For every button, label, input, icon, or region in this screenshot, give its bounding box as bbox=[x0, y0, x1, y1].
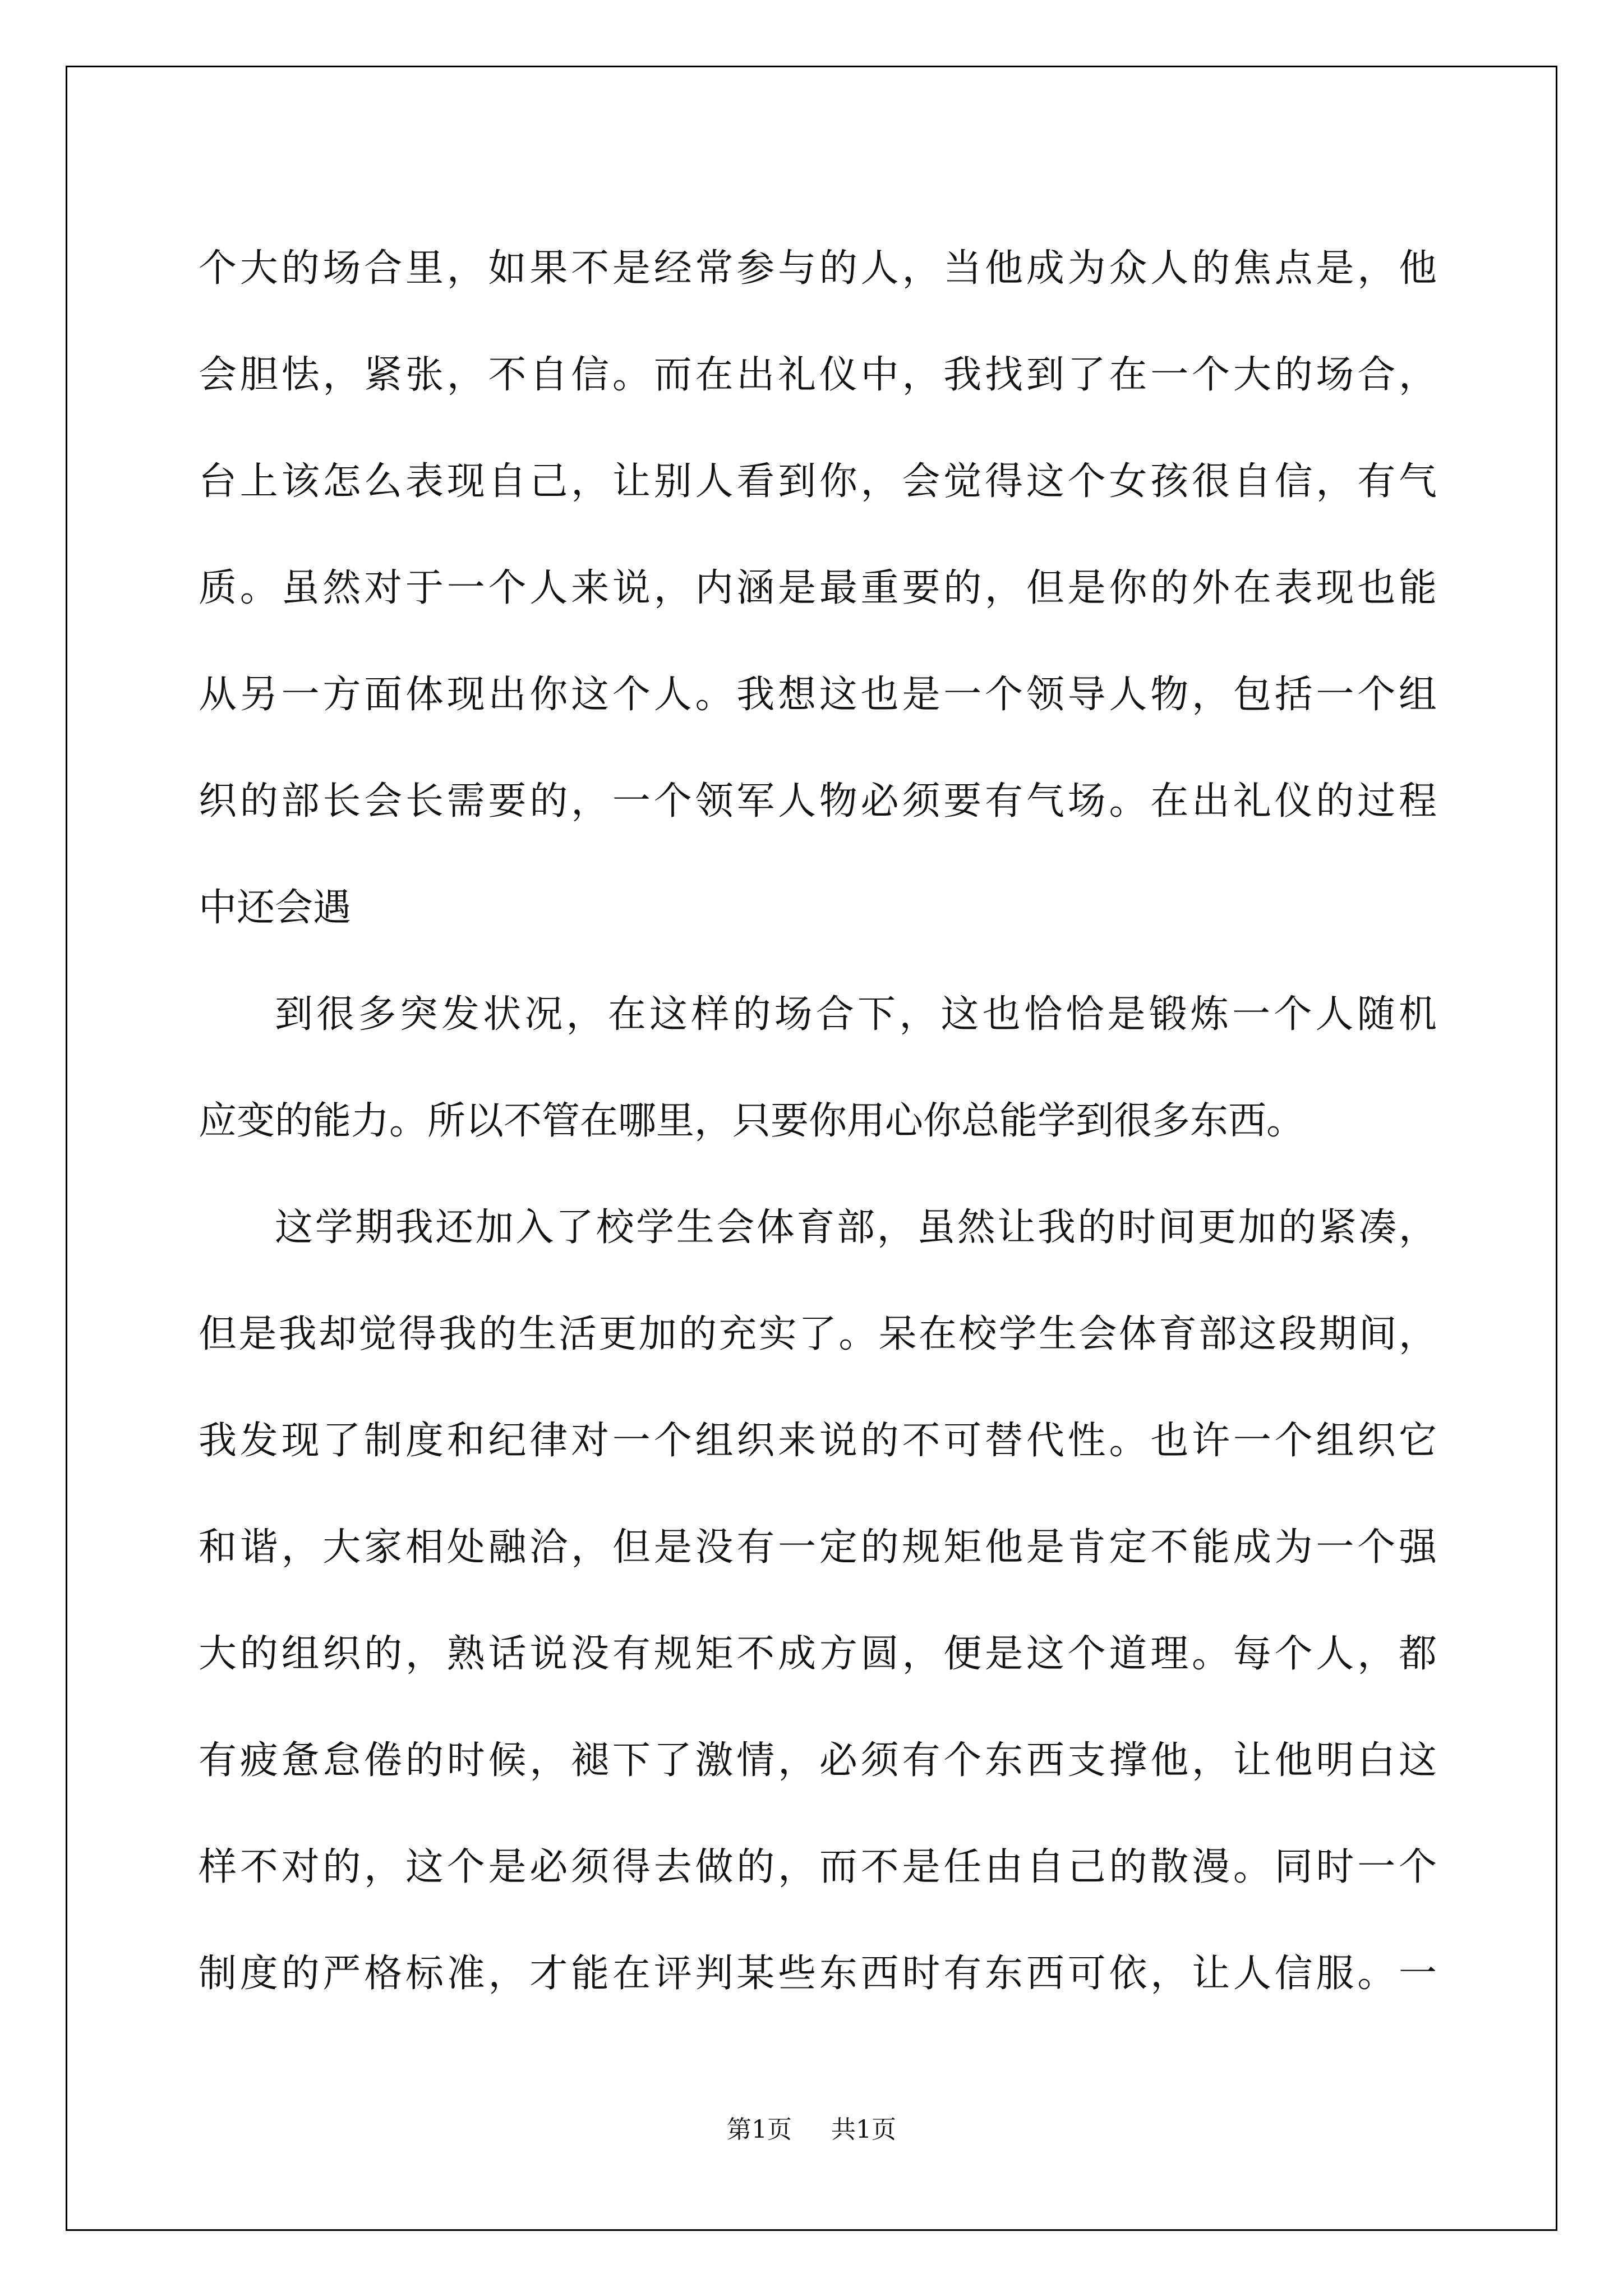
text-line-3: 台上该怎么表现自己，让别人看到你，会觉得这个女孩很自信，有气 bbox=[199, 459, 1437, 504]
document-body bbox=[199, 215, 1437, 2027]
page-number: 第1页 bbox=[727, 2115, 792, 2144]
page-total: 共1页 bbox=[831, 2115, 896, 2144]
text-line-12: 我发现了制度和纪律对一个组织来说的不可替代性。也许一个组织它 bbox=[199, 1419, 1437, 1463]
text-line-1: 个大的场合里，如果不是经常参与的人，当他成为众人的焦点是，他 bbox=[199, 246, 1437, 291]
text-line-6: 织的部长会长需要的，一个领军人物必须要有气场。在出礼仪的过程 bbox=[199, 779, 1437, 823]
text-line-16: 样不对的，这个是必须得去做的，而不是任由自己的散漫。同时一个 bbox=[199, 1845, 1437, 1889]
text-line-5: 从另一方面体现出你这个人。我想这也是一个领导人物，包括一个组 bbox=[199, 673, 1437, 717]
text-line-9: 应变的能力。所以不管在哪里，只要你用心你总能学到很多东西。 bbox=[199, 1099, 1305, 1143]
text-line-8: 到很多突发状况，在这样的场合下，这也恰恰是锻炼一个人随机 bbox=[275, 992, 1437, 1037]
text-line-15: 有疲惫怠倦的时候，褪下了激情，必须有个东西支撑他，让他明白这 bbox=[199, 1738, 1437, 1783]
page-footer bbox=[0, 2109, 1623, 2145]
text-line-2: 会胆怯，紧张，不自信。而在出礼仪中，我找到了在一个大的场合， bbox=[199, 353, 1437, 397]
text-line-17: 制度的严格标准，才能在评判某些东西时有东西可依，让人信服。一 bbox=[199, 1952, 1437, 1996]
text-line-11: 但是我却觉得我的生活更加的充实了。呆在校学生会体育部这段期间， bbox=[199, 1312, 1437, 1356]
text-line-13: 和谐，大家相处融洽，但是没有一定的规矩他是肯定不能成为一个强 bbox=[199, 1525, 1437, 1570]
text-line-7: 中还会遇 bbox=[199, 886, 352, 930]
text-line-4: 质。虽然对于一个人来说，内涵是最重要的，但是你的外在表现也能 bbox=[199, 566, 1437, 610]
text-line-10: 这学期我还加入了校学生会体育部，虽然让我的时间更加的紧凑， bbox=[275, 1205, 1437, 1250]
text-line-14: 大的组织的，熟话说没有规矩不成方圆，便是这个道理。每个人，都 bbox=[199, 1632, 1437, 1676]
